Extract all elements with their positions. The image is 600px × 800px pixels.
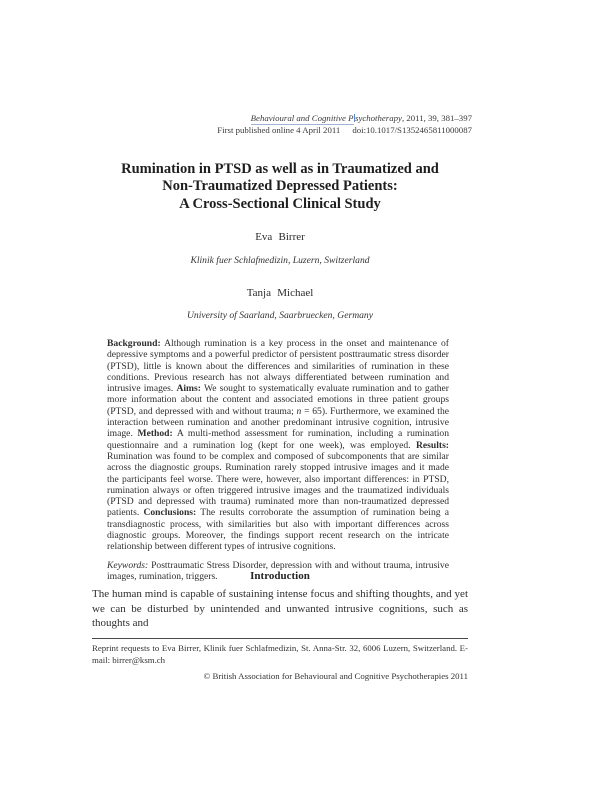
paper-title-line1: Rumination in PTSD as well as in Traumatized and [121,161,439,177]
paper-title-line2: Non-Traumatized Depressed Patients: [162,178,398,195]
published-date: First published online 4 April 2011 [217,125,341,135]
paper-title-line3: A Cross-Sectional Clinical Study [179,195,381,212]
journal-citation-line [92,112,472,124]
introduction-paragraph: The human mind is capable of sustaining intense focus and shifting thoughts, and yet we can be disturbed by unintended and unwanted intrusive cognitions, such as thoughts and [92,588,468,629]
journal-name-link[interactable] [251,113,402,123]
abstract-paragraph: Background: Although rumination is a key process in the onset and maintenance of depressive symptoms and a powerful predictor of persistent posttraumatic stress disorder (PTSD), little is known about the differences and similarities of rumination in these conditions. Previous research has not always differentiated between rumination and intrusive images. Aims: We sought to systematically evaluate rumination and to gather more information about the content and associated emotions in three patient groups (PTSD, and depressed with and without trauma; n = 65). Furthermore, we examined the interaction between rumination and another predominant intrusive cognition, intrusive image. Method: A multi-method assessment for rumination, including a rumination questionnaire and a rumination log (kept for one week), was employed. Results: Rumination was found to be complex and composed of subcomponents that are similar across the diagnostic groups. Rumination rarely stopped intrusive images and it made the participants feel worse. There were, however, also important differences: in PTSD, rumination always or often triggered intrusive images and the traumatized individuals (PTSD and depressed with trauma) ruminated more than non-traumatized depressed patients. Conclusions: The results corroborate the assumption of rumination being a transdiagnostic process, with similarities but also with important differences across diagnostic groups. Moreover, the findings support recent research on the intricate relationship between different types of intrusive cognitions. [107,338,449,553]
author-affiliation-1: Klinik fuer Schlafmedizin, Luzern, Switzerland [190,255,370,266]
journal-name-rest: sychotherapy [355,113,402,123]
section-heading-introduction: Introduction [250,570,310,582]
author-name-1: Eva Birrer [255,231,305,243]
keywords-paragraph: Keywords: Posttraumatic Stress Disorder, depression with and without trauma, intrusive images, rumination, triggers. [107,559,449,582]
copyright-notice: © British Association for Behavioural and Cognitive Psychotherapies 2011 [203,671,468,681]
published-doi-line [92,124,472,136]
citation-details: , 2011, 39, 381–397 [401,113,472,123]
author-name-2: Tanja Michael [246,287,314,299]
abstract-block [107,338,449,582]
journal-header [92,112,472,136]
author-affiliation-2: University of Saarland, Saarbruecken, Germany [187,310,373,321]
footnote-divider [92,638,468,639]
journal-name-underlined: Behavioural and Cognitive P [250,113,354,123]
paper-title [92,161,468,213]
reprint-requests-footnote: Reprint requests to Eva Birrer, Klinik fuer Schlafmedizin, St. Anna-Str. 32, 6006 Luzern, Switzerland. E-mail: birrer@ksm.ch [92,643,468,666]
doi-text: doi:10.1017/S1352465811000087 [352,125,472,135]
